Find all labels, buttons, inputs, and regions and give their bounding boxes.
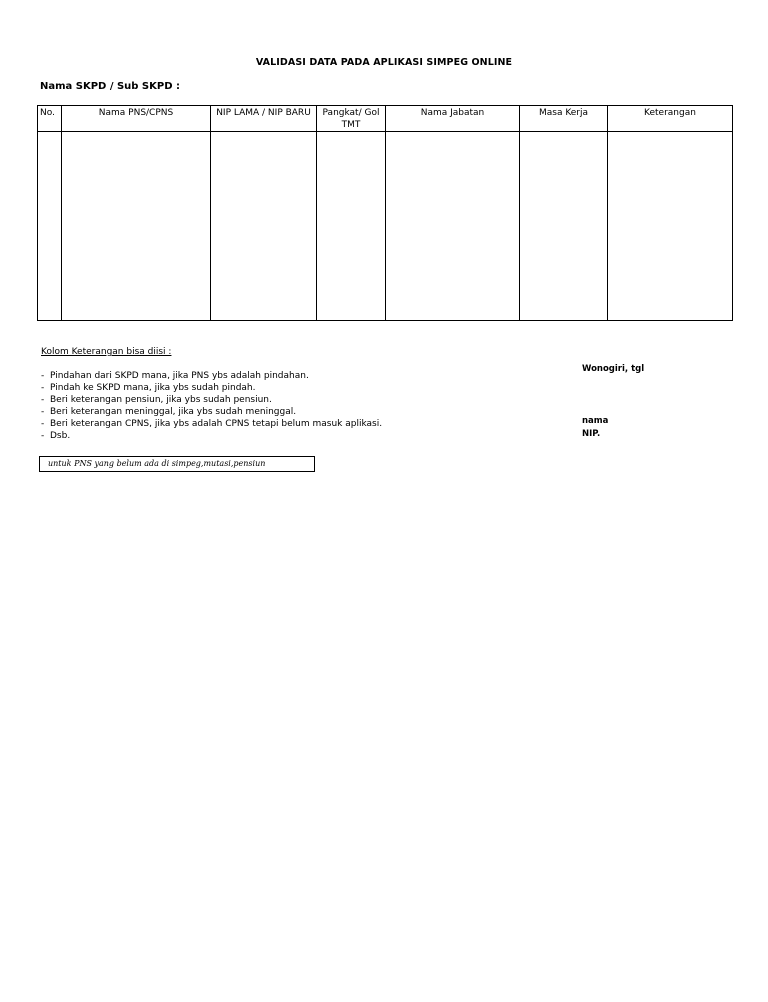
validation-table <box>37 105 733 321</box>
list-item <box>41 430 382 442</box>
list-item-text: Beri keterangan CPNS, jika ybs adalah CPNS tetapi belum masuk aplikasi. <box>50 419 383 429</box>
header-nama-pns: Nama PNS/CPNS <box>62 106 211 132</box>
bullet-dash: - <box>41 371 45 381</box>
cell-masa-kerja <box>520 132 608 321</box>
list-item <box>41 394 382 406</box>
list-item-text: Beri keterangan pensiun, jika ybs sudah pensiun. <box>50 395 272 405</box>
list-item <box>41 406 382 418</box>
notes-list <box>41 370 382 442</box>
header-keterangan: Keterangan <box>608 106 733 132</box>
cell-pangkat <box>317 132 386 321</box>
table-header-row <box>38 106 733 132</box>
notes-heading: Kolom Keterangan bisa diisi : <box>41 347 172 357</box>
list-item <box>41 382 382 394</box>
cell-nama-pns <box>62 132 211 321</box>
header-pangkat: Pangkat/ Gol TMT <box>317 106 386 132</box>
cell-nip <box>211 132 317 321</box>
signature-place-date: Wonogiri, tgl <box>582 364 645 374</box>
bullet-dash: - <box>41 407 45 417</box>
list-item-text: Beri keterangan meninggal, jika ybs sudah meninggal. <box>50 407 297 417</box>
signature-nip: NIP. <box>582 429 601 439</box>
list-item <box>41 418 382 430</box>
header-masa-kerja: Masa Kerja <box>520 106 608 132</box>
header-nip: NIP LAMA / NIP BARU <box>211 106 317 132</box>
header-no: No. <box>38 106 62 132</box>
cell-nama-jabatan <box>386 132 520 321</box>
document-title: VALIDASI DATA PADA APLIKASI SIMPEG ONLINE <box>255 57 513 68</box>
signature-name: nama <box>582 416 609 426</box>
list-item-text: Pindah ke SKPD mana, jika ybs sudah pindah. <box>50 383 256 393</box>
bullet-dash: - <box>41 419 45 429</box>
footnote-box: untuk PNS yang belum ada di simpeg,mutasi,pensiun <box>39 456 315 472</box>
notes-section <box>41 346 382 442</box>
list-item-text: Dsb. <box>50 431 71 441</box>
bullet-dash: - <box>41 431 45 441</box>
bullet-dash: - <box>41 383 45 393</box>
table-row <box>38 132 733 321</box>
bullet-dash: - <box>41 395 45 405</box>
skpd-label: Nama SKPD / Sub SKPD : <box>40 81 180 92</box>
cell-keterangan <box>608 132 733 321</box>
list-item <box>41 370 382 382</box>
header-nama-jabatan: Nama Jabatan <box>386 106 520 132</box>
list-item-text: Pindahan dari SKPD mana, jika PNS ybs adalah pindahan. <box>50 371 309 381</box>
cell-no <box>38 132 62 321</box>
